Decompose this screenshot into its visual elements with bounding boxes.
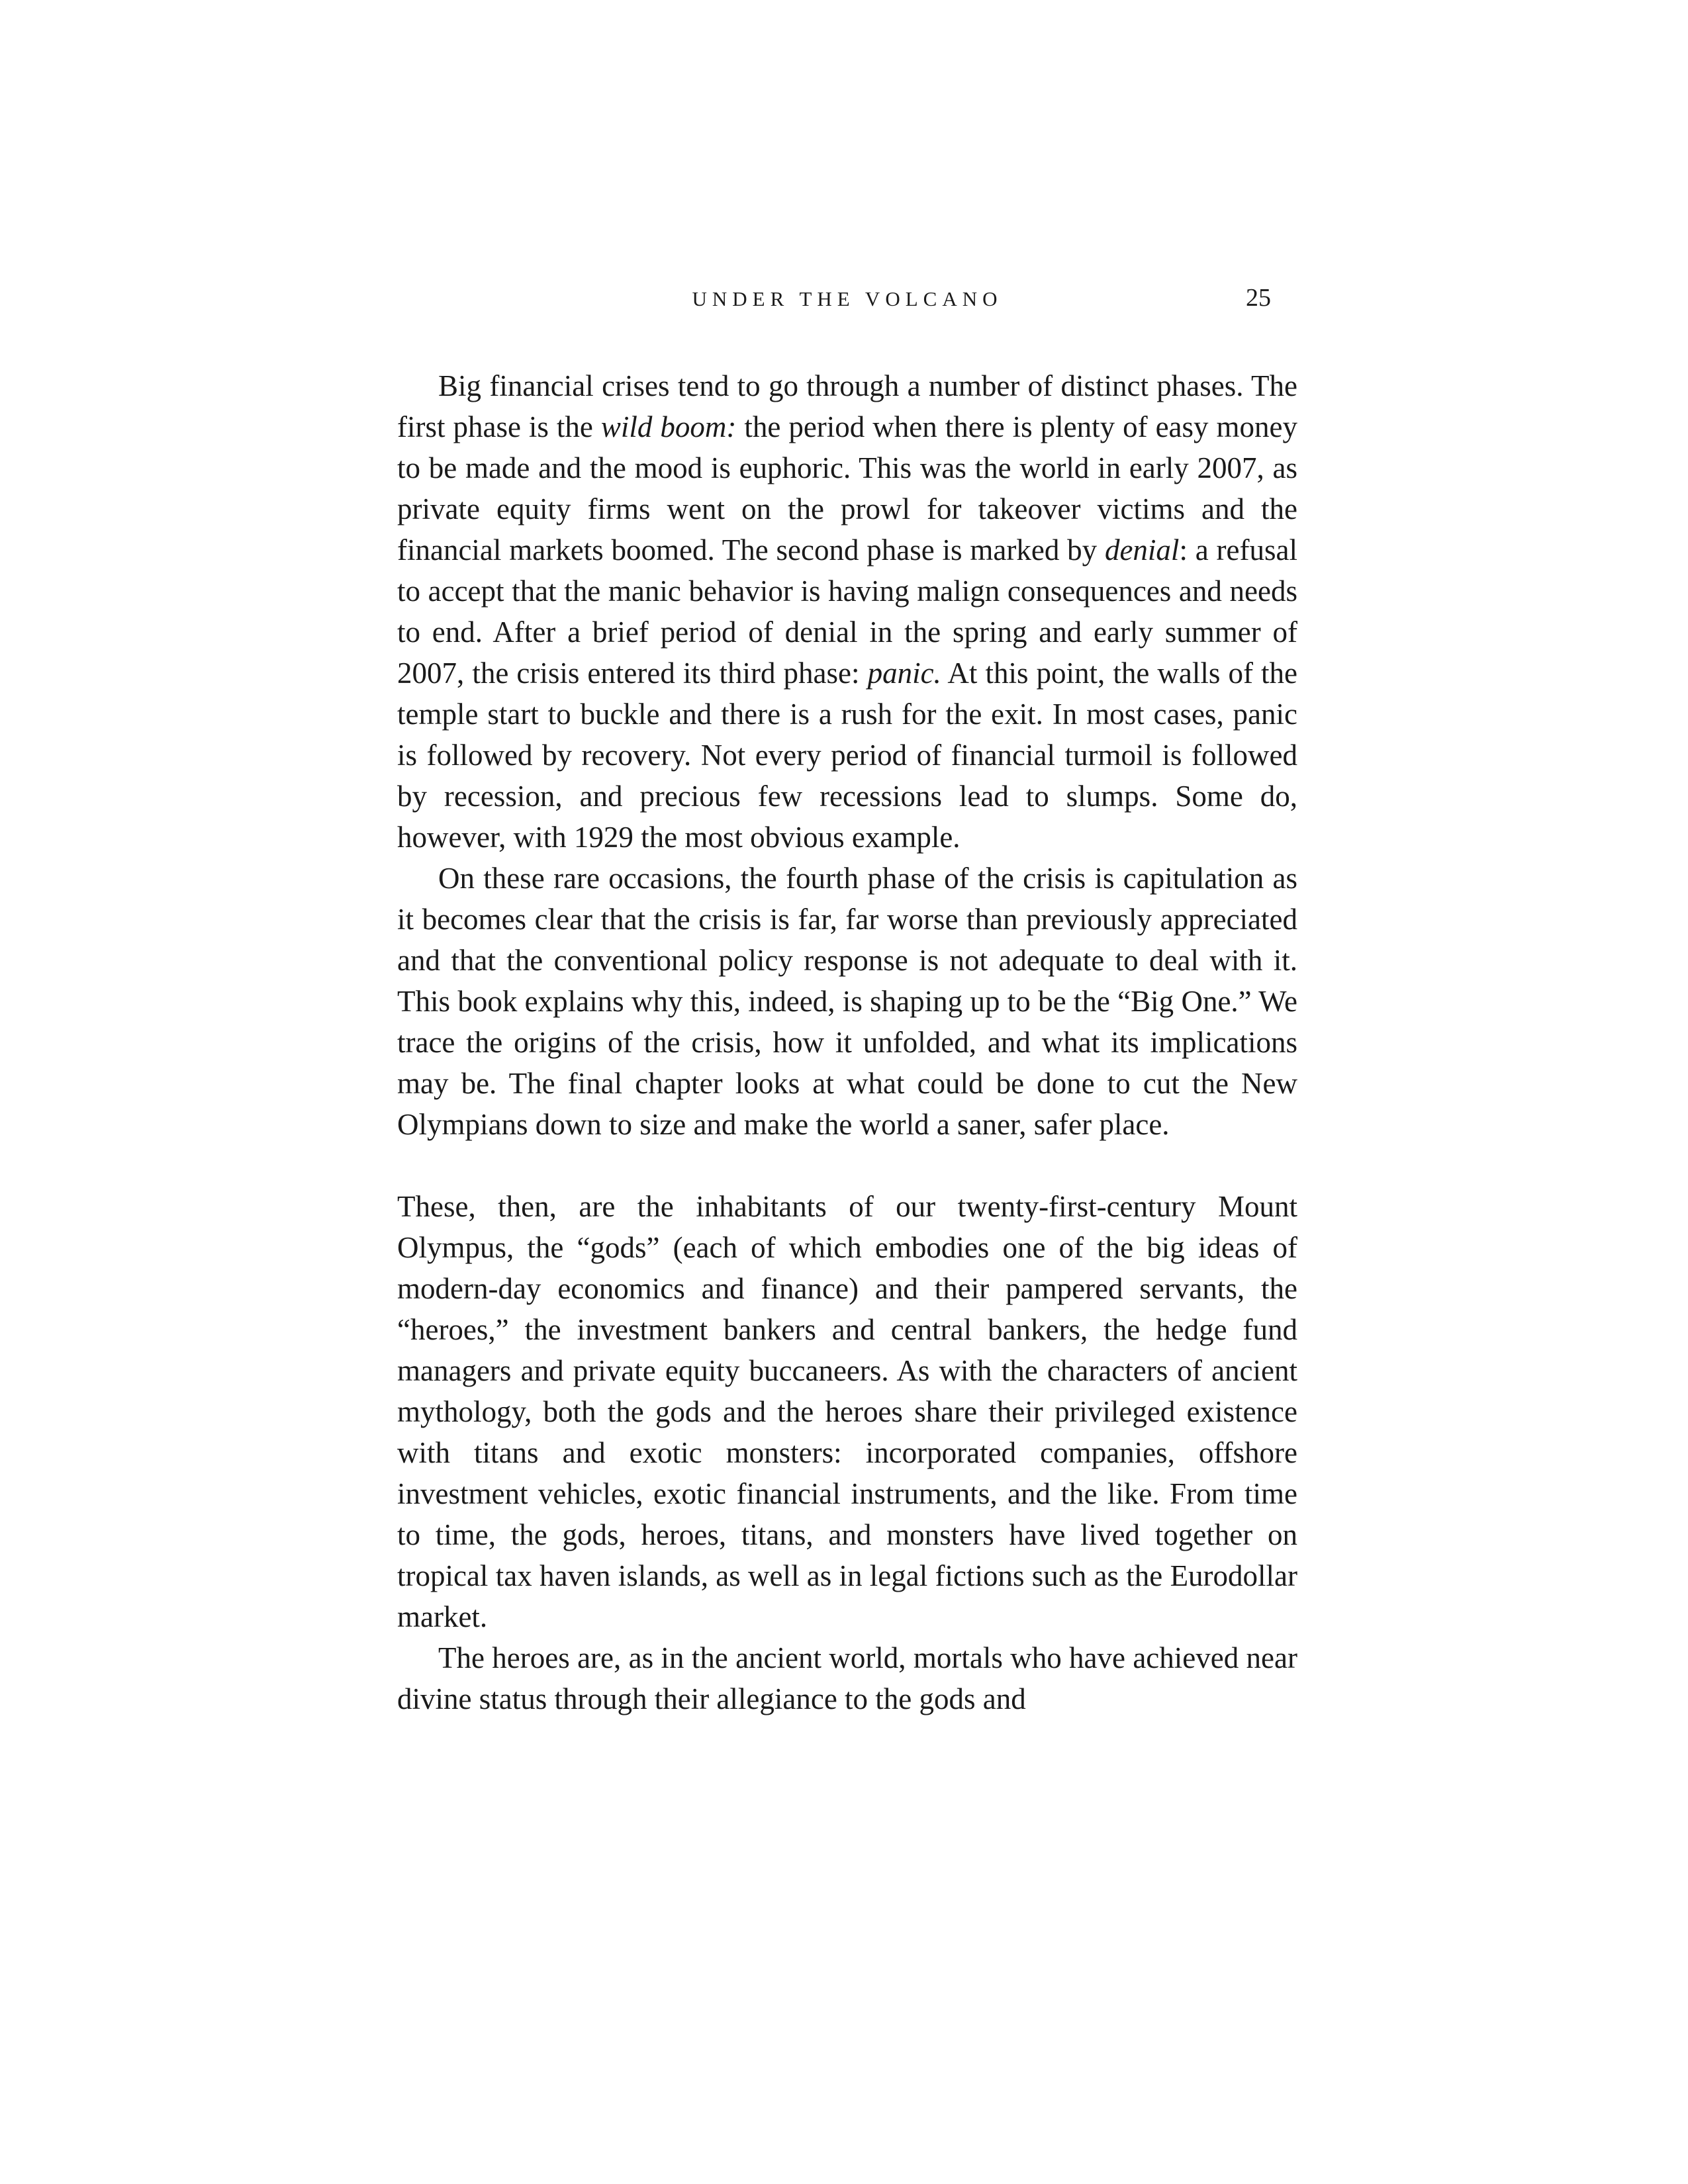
paragraph-capitulation: On these rare occasions, the fourth phase of the crisis is capitulation as it becomes clear that the crisis is far, far worse than previously appreciated and that the conventional policy response is not adequate to deal with it. This book explains why this, indeed, is shaping up to be the “Big One.” We trace the origins of the crisis, how it unfolded, and what its implications may be. The final chapter looks at what could be done to cut the New Olympians down to size and make the world a saner, safer place. — [397, 862, 1297, 1141]
emphasis-panic: panic. — [867, 657, 941, 690]
running-head — [397, 278, 1297, 324]
paragraph-text: the period when there is plenty of easy money to be made and the mood is euphoric. This was the world in early 2007, as private equity firms went on the prowl for takeover victims and the financial markets boomed. The second phase is marked by — [397, 410, 1297, 567]
page-number: 25 — [1246, 284, 1271, 312]
emphasis-denial: denial — [1104, 533, 1180, 567]
book-page — [397, 278, 1297, 1719]
section-break — [397, 1145, 1297, 1186]
paragraph-text: At this point, the walls of the temple start to buckle and there is a rush for the exit. In most cases, panic is followed by recovery. Not every period of financial turmoil is followed by recession, and precious few recessions lead to slumps. Some do, however, with 1929 the most obvious example. — [397, 657, 1298, 854]
running-title: UNDER THE VOLCANO — [692, 287, 1003, 310]
paragraph-text: : a refusal to accept that the manic behavior is having malign consequences and needs to end. After a brief period of denial in the spring and early summer of 2007, the crisis entered its third phase: — [397, 533, 1297, 690]
paragraph-phases — [397, 365, 1297, 858]
paragraph-heroes: The heroes are, as in the ancient world, mortals who have achieved near divine status through their allegiance to the gods and — [397, 1641, 1297, 1715]
paragraph-text: Big financial crises tend to go through a number of distinct phases. The first phase is the — [397, 369, 1297, 443]
emphasis-wild-boom: wild boom: — [600, 410, 737, 443]
paragraph-inhabitants: These, then, are the inhabitants of our twenty-first-century Mount Olympus, the “gods” (each of which embodies one of the big ideas of modern-day economics and finance) and their pampered servants, the “heroes,” the investment bankers and central bankers, the hedge fund managers and private equity buccaneers. As with the characters of ancient mythology, both the gods and the heroes share their privileged existence with titans and exotic monsters: incorporated companies, offshore investment vehicles, exotic financial instruments, and the like. From time to time, the gods, heroes, titans, and monsters have lived together on tropical tax haven islands, as well as in legal fictions such as the Eurodollar market. — [397, 1190, 1297, 1633]
body-text — [397, 365, 1297, 1719]
